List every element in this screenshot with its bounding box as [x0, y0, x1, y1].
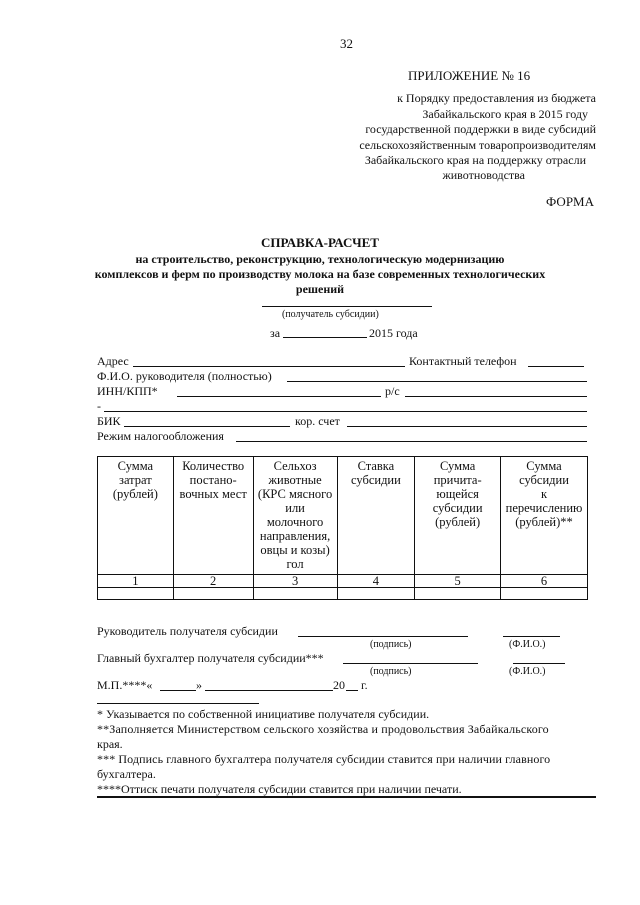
col-header-rate: Ставка субсидии — [337, 457, 415, 575]
subtitle-line: комплексов и ферм по производству молока на базе современных технологических — [94, 267, 546, 281]
col-header-places: Количество постано- вочных мест — [173, 457, 253, 575]
bottom-rule — [97, 796, 596, 798]
name-caption: (Ф.И.О.) — [509, 666, 546, 677]
subtitle-line: на строительство, реконструкцию, технологическую модернизацию — [135, 252, 505, 266]
col-number: 4 — [337, 575, 415, 588]
extra-line[interactable] — [104, 411, 587, 412]
footnote-divider — [97, 703, 259, 704]
account-label: р/с — [385, 384, 400, 398]
footnote-1: * Указывается по собственной инициативе получателя субсидии. — [97, 707, 430, 721]
table-cell[interactable] — [173, 588, 253, 600]
col-header-due-subsidy: Сумма причита- ющейся субсидии (рублей) — [415, 457, 501, 575]
table-row — [98, 588, 588, 600]
col-number: 6 — [501, 575, 588, 588]
dash-label: - — [97, 399, 101, 413]
table-header-row — [98, 457, 588, 575]
stamp-label: М.П.****« — [97, 678, 153, 692]
corr-account-line[interactable] — [347, 426, 587, 427]
stamp-quote: » — [196, 678, 202, 692]
stamp-day-line[interactable] — [160, 690, 196, 691]
address-line[interactable] — [133, 366, 405, 367]
col-number: 1 — [98, 575, 174, 588]
table-cell[interactable] — [98, 588, 174, 600]
signature-caption: (подпись) — [370, 666, 412, 677]
head-fio-line[interactable] — [503, 636, 560, 637]
subtitle-line: решений — [295, 282, 345, 296]
year-prefix: 20 — [333, 678, 345, 692]
address-label: Адрес — [97, 354, 129, 368]
stamp-month-line[interactable] — [205, 690, 333, 691]
year-line[interactable] — [346, 690, 358, 691]
year-suffix: г. — [361, 678, 368, 692]
footnote-3: *** Подпись главного бухгалтера получателя субсидии ставится при наличии главного — [97, 752, 551, 766]
appendix-line: сельскохозяйственным товаропроизводителям — [359, 138, 596, 152]
col-number: 3 — [253, 575, 337, 588]
accountant-signature-line[interactable] — [343, 663, 478, 664]
table-cell[interactable] — [337, 588, 415, 600]
bik-label: БИК — [97, 414, 121, 428]
appendix-line: государственной поддержки в виде субсидий — [365, 122, 596, 136]
head-signature-label: Руководитель получателя субсидии — [97, 624, 278, 638]
accountant-signature-label: Главный бухгалтер получателя субсидии*** — [97, 651, 324, 665]
footnote-4: ****Оттиск печати получателя субсидии ставится при наличии печати. — [97, 782, 462, 796]
form-label: ФОРМА — [546, 194, 594, 209]
table-number-row — [98, 575, 588, 588]
tax-mode-label: Режим налогообложения — [97, 429, 224, 443]
col-number: 2 — [173, 575, 253, 588]
appendix-line: Забайкальского края в 2015 году — [422, 107, 588, 121]
col-header-transfer-subsidy: Сумма субсидии к перечислению (рублей)** — [501, 457, 588, 575]
page-number: 32 — [340, 36, 353, 51]
head-name-label: Ф.И.О. руководителя (полностью) — [97, 369, 272, 383]
recipient-caption: (получатель субсидии) — [282, 309, 379, 320]
head-signature-line[interactable] — [298, 636, 468, 637]
appendix-line: животноводства — [442, 168, 525, 182]
appendix-line: к Порядку предоставления из бюджета — [397, 91, 596, 105]
phone-label: Контактный телефон — [409, 354, 517, 368]
col-header-costs: Сумма затрат (рублей) — [98, 457, 174, 575]
phone-line[interactable] — [528, 366, 584, 367]
footnote-2: **Заполняется Министерством сельского хозяйства и продовольствия Забайкальского — [97, 722, 549, 736]
recipient-line[interactable] — [262, 306, 432, 307]
col-header-animals: Сельхоз животные (КРС мясного или молочного направления, овцы и козы) гол — [253, 457, 337, 575]
period-prefix: за — [270, 326, 281, 340]
footnote-3-cont: бухгалтера. — [97, 767, 156, 781]
table-cell[interactable] — [415, 588, 501, 600]
appendix-title: ПРИЛОЖЕНИЕ № 16 — [408, 68, 531, 83]
name-caption: (Ф.И.О.) — [509, 639, 546, 650]
inn-kpp-line[interactable] — [177, 396, 381, 397]
period-suffix: 2015 года — [369, 326, 418, 340]
account-line[interactable] — [405, 396, 587, 397]
bik-line[interactable] — [124, 426, 290, 427]
calculation-table — [97, 456, 588, 600]
tax-mode-line[interactable] — [236, 441, 587, 442]
period-line[interactable] — [283, 337, 367, 338]
head-name-line[interactable] — [287, 381, 587, 382]
footnote-2-cont: края. — [97, 737, 123, 751]
accountant-fio-line[interactable] — [513, 663, 565, 664]
corr-account-label: кор. счет — [295, 414, 340, 428]
table-cell[interactable] — [501, 588, 588, 600]
signature-caption: (подпись) — [370, 639, 412, 650]
col-number: 5 — [415, 575, 501, 588]
appendix-line: Забайкальского края на поддержку отрасли — [364, 153, 586, 167]
document-title: СПРАВКА-РАСЧЕТ — [261, 235, 379, 250]
inn-kpp-label: ИНН/КПП* — [97, 384, 158, 398]
table-cell[interactable] — [253, 588, 337, 600]
